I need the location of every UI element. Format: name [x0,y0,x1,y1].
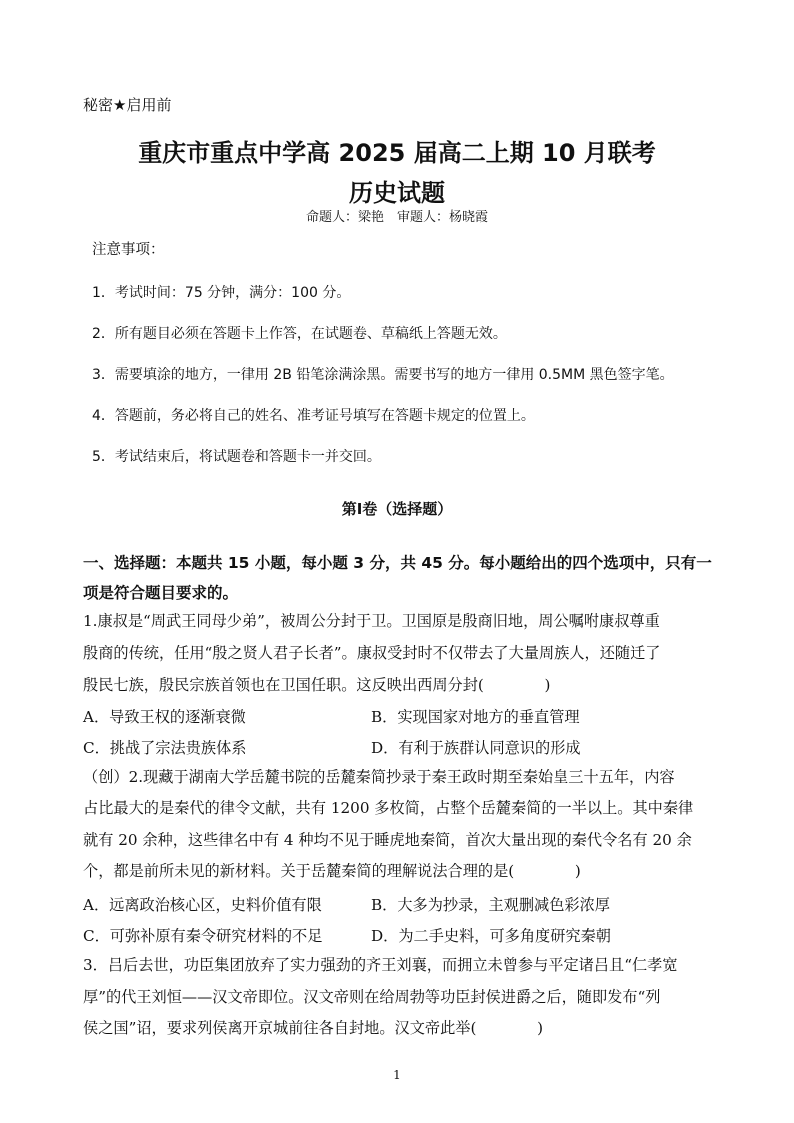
note-item: 3．需要填涂的地方，一律用 2B 铅笔涂满涂黑。需要书写的地方一律用 0.5MM 黑色签字笔。 [92,367,674,383]
question-3-line: 厚”的代王刘恒——汉文帝即位。汉文帝则在给周勃等功臣封侯进爵之后，随即发布“列 [83,988,661,1006]
question-2-option-c: C．可弥补原有秦令研究材料的不足 [83,927,323,945]
question-1-line: 殷商的传统，任用“殷之贤人君子长者”。康叔受封时不仅带去了大量周族人，还随迁了 [83,644,661,662]
section-title: 第Ⅰ卷（选择题） [341,500,453,518]
question-3-line: 3．吕后去世，功臣集团放弃了实力强劲的齐王刘襄，而拥立未曾参与平定诸吕且“仁孝宽 [83,956,678,974]
exam-title: 重庆市重点中学高 2025 届高二上期 10 月联考 [138,139,656,167]
note-item: 1．考试时间：75 分钟，满分：100 分。 [92,285,351,301]
question-1-option-d: D．有利于族群认同意识的形成 [371,739,581,757]
note-item: 4．答题前，务必将自己的姓名、准考证号填写在答题卡规定的位置上。 [92,408,535,424]
page-number: 1 [393,1068,401,1082]
note-item: 5．考试结束后，将试题卷和答题卡一并交回。 [92,449,381,465]
notes-title: 注意事项： [92,242,165,258]
question-2-option-a: A．远离政治核心区，史料价值有限 [83,896,322,914]
question-2-option-d: D．为二手史料，可多角度研究秦朝 [371,927,611,945]
question-1-option-b: B．实现国家对地方的垂直管理 [371,708,580,726]
question-2-line: 个，都是前所未见的新材料。关于岳麓秦简的理解说法合理的是( ) [83,862,581,880]
authors-line: 命题人：梁艳 审题人：杨晓霞 [305,210,488,225]
question-2-line: 占比最大的是秦代的律令文献，共有 1200 多枚简，占整个岳麓秦简的一半以上。其中秦律 [83,799,694,817]
confidential-label: 秘密★启用前 [83,96,172,114]
subject-title: 历史试题 [349,179,445,207]
question-3-line: 侯之国”诏，要求列侯离开京城前往各自封地。汉文帝此举( ) [83,1019,544,1037]
instructions-line: 一、选择题：本题共 15 小题，每小题 3 分，共 45 分。每小题给出的四个选项中，只有一 [83,554,712,572]
note-item: 2．所有题目必须在答题卡上作答，在试题卷、草稿纸上答题无效。 [92,326,507,342]
question-1-line: 1.康叔是“周武王同母少弟”，被周公分封于卫。卫国原是殷商旧地，周公嘱咐康叔尊重 [83,612,660,630]
question-2-line: 就有 20 余种，这些律名中有 4 种均不见于睡虎地秦简，首次大量出现的秦代令名有 20 余 [83,831,692,849]
question-2-line: （创）2.现藏于湖南大学岳麓书院的岳麓秦简抄录于秦王政时期至秦始皇三十五年，内容 [83,768,675,786]
question-1-line: 殷民七族，殷民宗族首领也在卫国任职。这反映出西周分封( ) [83,676,551,694]
question-2-option-b: B．大多为抄录，主观删减色彩浓厚 [371,896,610,914]
instructions-line: 项是符合题目要求的。 [83,584,239,602]
question-1-option-a: A．导致王权的逐渐衰微 [83,708,246,726]
question-1-option-c: C．挑战了宗法贵族体系 [83,739,247,757]
